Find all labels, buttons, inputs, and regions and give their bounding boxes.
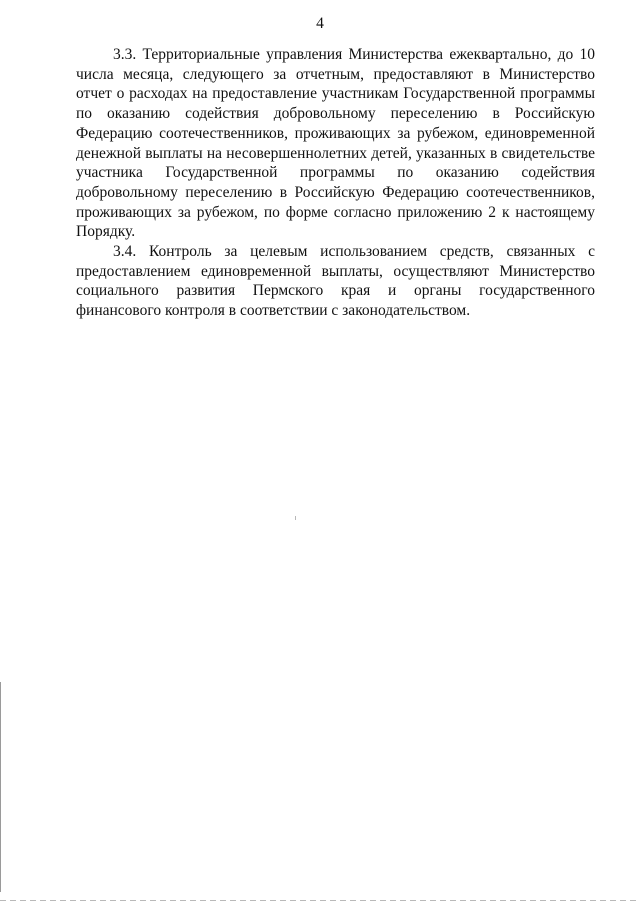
paragraph-3-3: 3.3. Территориальные управления Министерства ежеквартально, до 10 числа месяца, следующего за отчетным, предоставляют в Министерство отчет о расходах на предоставление участникам Государственной программы по оказанию содействия добровольному переселению в Российскую Федерацию соотечественников, проживающих за рубежом, единовременной денежной выплаты на несовершеннолетних детей, указанных в свидетельстве участника Государственной программы по оказанию содействия добровольному переселению в Российскую Федерацию соотечественников, проживающих за рубежом, по форме согласно приложению 2 к настоящему Порядку. (76, 46, 595, 241)
scan-speck (295, 516, 296, 520)
scan-edge-mark (0, 682, 1, 892)
document-body (76, 45, 595, 321)
scan-bottom-edge (0, 900, 640, 901)
page-number: 4 (316, 15, 324, 32)
paragraph-3-4: 3.4. Контроль за целевым использованием средств, связанных с предоставлением единовременной выплаты, осуществляют Министерство социального развития Пермского края и органы государственного финансового контроля в соответствии с законодательством. (76, 243, 595, 320)
